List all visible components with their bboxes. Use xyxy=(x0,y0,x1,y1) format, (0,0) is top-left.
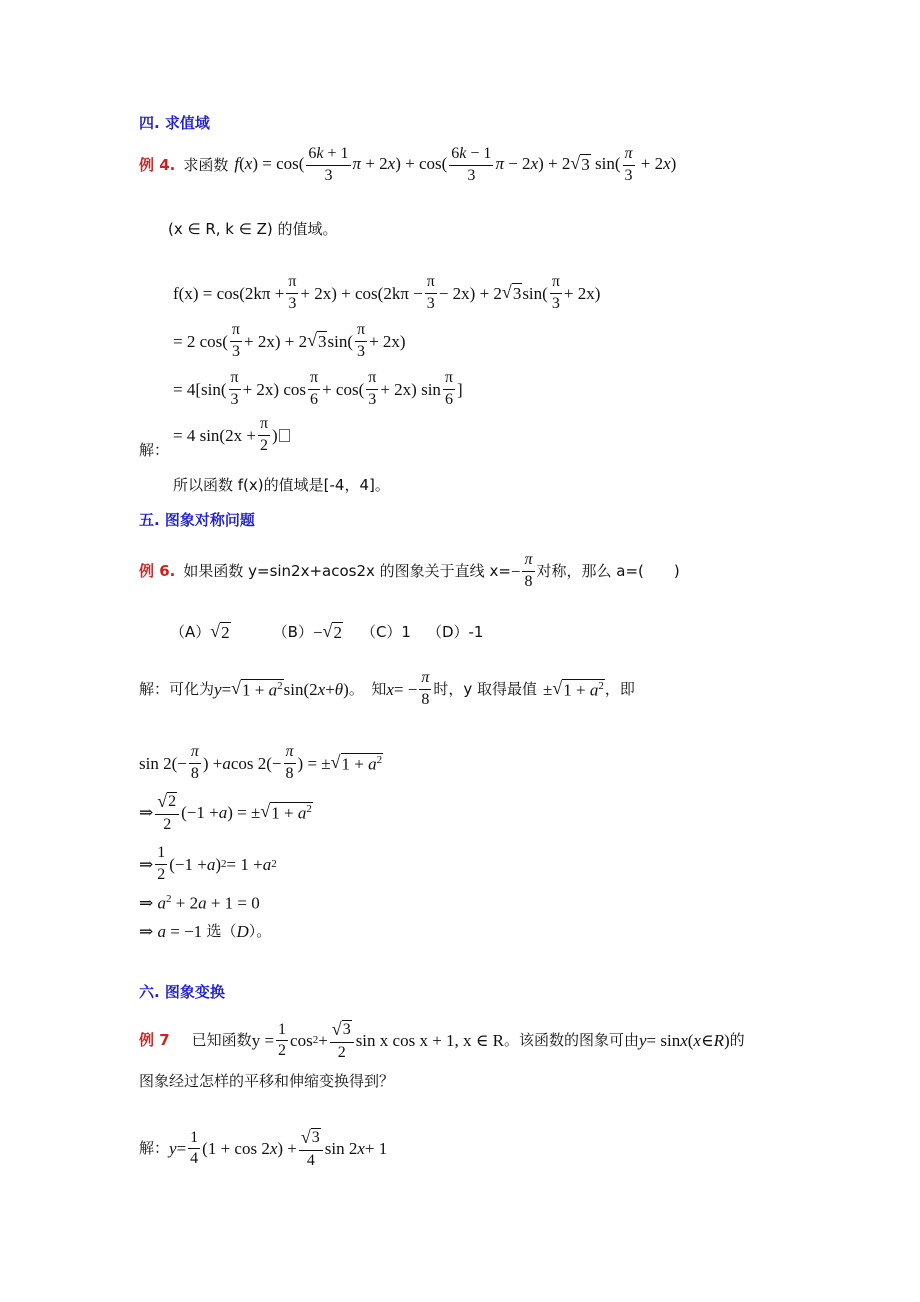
example-6-x-value: x = − $\frac{\pi}{8}$ xyxy=(386,669,430,708)
example-6-options xyxy=(170,622,483,643)
example-7-prompt: 已知函数 xyxy=(191,1031,252,1050)
example-6-label: 例 6. xyxy=(139,561,176,580)
example-7-base: y = sin x ( x ∈ R ) xyxy=(638,1031,730,1051)
example-4-solution-label: 解： xyxy=(139,441,170,459)
example-7-solution-formula: y = $\frac{1}{4}$ (1 + cos 2 x ) + √ 3 4 sin 2 x + 1 xyxy=(169,1127,388,1169)
example-6-question-start: 如果函数 y=sin2x+acos2x 的图象关于直线 x= xyxy=(183,561,511,580)
example-6-step-1: sin 2(− $\frac{\pi}{8}$ ) + a cos 2(− $\frac{\pi}{8}$ ) = ± √ $1 + a^2$ xyxy=(139,743,383,782)
example-4-statement xyxy=(139,146,676,185)
example-6-line-value: − $\frac{\pi}{8}$ xyxy=(510,551,533,590)
example-7-tail: 。该函数的图象可由 xyxy=(503,1031,639,1050)
example-4-prompt: 求函数 xyxy=(183,155,229,174)
example-4-step-3: = 4[sin( $\frac{\pi}{3}$ + 2x) cos $\frac{\pi}{6}$ + cos( $\frac{\pi}{3}$ + 2x) sin $\frac{\pi}{6}$ ] xyxy=(173,369,463,408)
example-4-domain: (x ∈ R, k ∈ Z) 的值域。 xyxy=(168,220,338,238)
example-7-solution xyxy=(139,1128,387,1170)
example-7-tail-2: 的 xyxy=(729,1031,745,1050)
section-heading-range: 四. 求值域 xyxy=(139,114,210,132)
example-6-question-end: 对称，那么 a=( ) xyxy=(536,561,680,580)
example-6-sol-d: ，即 xyxy=(604,679,635,698)
example-4-conclusion: 所以函数 f(x)的值域是[-4，4]。 xyxy=(173,476,390,494)
example-6-rewrite: y = √ $1 + a^2$ sin(2 x + θ ) xyxy=(214,677,349,700)
example-7-line-2: 图象经过怎样的平移和伸缩变换得到？ xyxy=(139,1072,395,1090)
example-4-step-1: f(x) = cos(2kπ + $\frac{\pi}{3}$ + 2x) + cos(2kπ − $\frac{\pi}{3}$ − 2x) + 2 √ 3 sin( $\frac{\pi}{3}$ + 2x) xyxy=(173,273,601,312)
option-a-label: （A） xyxy=(170,622,211,641)
example-6-step-4: ⇒ $a^2 + 2a + 1 = 0$ xyxy=(139,893,260,913)
example-6-extreme: ± √ $1 + a^2$ xyxy=(542,677,604,700)
example-7-solution-label: 解： xyxy=(139,1139,170,1158)
option-b-label: （B） xyxy=(272,622,313,641)
section-heading-symmetry: 五. 图象对称问题 xyxy=(139,511,255,529)
example-4-label: 例 4. xyxy=(139,155,176,174)
example-6-step-3: ⇒ $\frac{1}{2}$ (−1 + a ) 2 = 1 + a 2 xyxy=(139,844,277,883)
example-6-pick-end: ）。 xyxy=(248,922,272,940)
example-6-statement xyxy=(139,552,680,591)
example-6-step-2: ⇒ √ 2 2 (−1 + a ) = ± √ $1 + a^2$ xyxy=(139,791,312,833)
example-6-solution-intro xyxy=(139,670,635,709)
option-c: （C）1 xyxy=(360,622,411,641)
example-6-sol-b: 。 知 xyxy=(348,679,387,698)
option-d: （D）-1 xyxy=(426,622,484,641)
example-4-formula: f(x) = cos( $\frac{6k + 1}{3}$ π + 2x) + cos( $\frac{6k - 1}{3}$ π − 2x) + 2 √ 3 sin( $\frac{\pi}{3}$ + 2x) xyxy=(234,145,677,184)
option-b-value: − √ 2 xyxy=(312,621,342,642)
example-7-statement xyxy=(139,1020,745,1062)
section-heading-transform: 六. 图象变换 xyxy=(139,983,225,1001)
example-7-label: 例 7 xyxy=(139,1031,170,1050)
option-a-value: √ 2 xyxy=(210,621,230,642)
example-6-sol-a: 解：可化为 xyxy=(139,679,215,698)
example-6-pick-letter: D xyxy=(236,922,249,941)
example-4-step-4: = 4 sin(2x + $\frac{\pi}{2}$ ) xyxy=(173,416,290,455)
example-6-sol-c: 时，y 取得最值 xyxy=(433,679,537,698)
example-6-pick: 选（ xyxy=(206,922,237,940)
example-4-step-2: = 2 cos( $\frac{\pi}{3}$ + 2x) + 2 √ 3 sin( $\frac{\pi}{3}$ + 2x) xyxy=(173,321,406,360)
example-7-function: y = $\frac{1}{2}$ cos 2 + √ 3 2 sin x cos x + 1, x ∈ R xyxy=(251,1019,504,1061)
example-6-step-5: ⇒ a = −1 选（ D ）。 xyxy=(139,922,272,941)
